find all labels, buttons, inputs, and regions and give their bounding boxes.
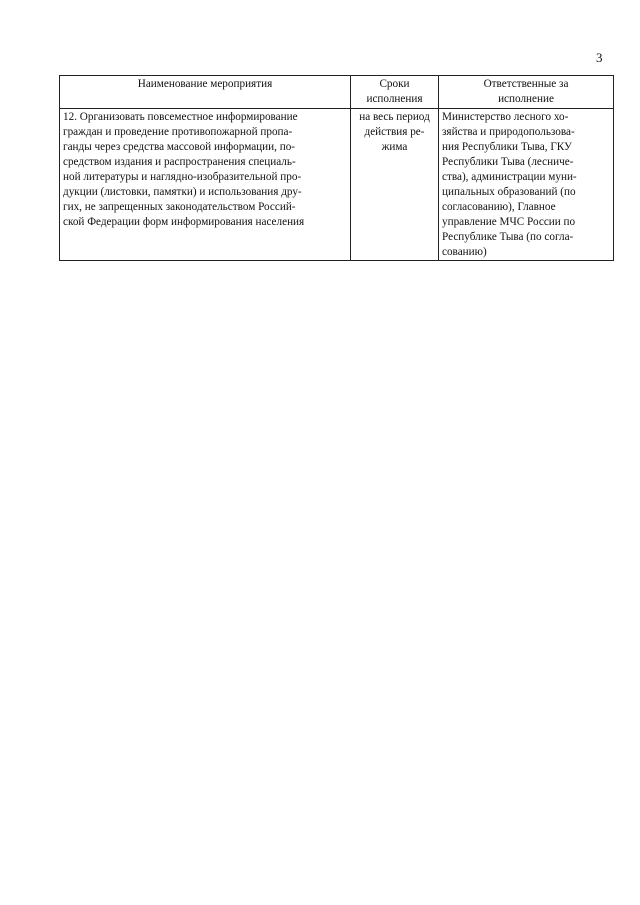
text-line: действия ре- (364, 126, 425, 138)
header-line: Ответственные за (483, 78, 569, 90)
text-line: управление МЧС России по (442, 216, 576, 228)
responsible-cell (439, 109, 614, 261)
text-line: ской Федерации форм информирования населения (63, 216, 305, 228)
text-line: жима (381, 141, 408, 153)
text-line: зяйства и природопользова- (442, 126, 575, 138)
text-line: Министерство лесного хо- (442, 111, 569, 123)
header-line: Наименование мероприятия (137, 78, 273, 90)
header-line: исполнение (498, 93, 554, 105)
header-event-name (60, 76, 351, 109)
text-line: согласованию), Главное (442, 201, 556, 213)
page-number: 3 (596, 50, 603, 65)
event-name-cell (60, 109, 351, 261)
text-line: 12. Организовать повсеместное информирование (63, 111, 298, 123)
text-line: ния Республики Тыва, ГКУ (442, 141, 572, 153)
text-line: дукции (листовки, памятки) и использования дру- (63, 186, 302, 198)
text-line: гих, не запрещенных законодательством Россий- (63, 201, 296, 213)
header-responsible (439, 76, 614, 109)
text-line: ной литературы и наглядно-изобразительной про- (63, 171, 302, 183)
header-line: исполнения (366, 93, 423, 105)
table-row (60, 109, 614, 261)
text-line: средством издания и распространения специаль- (63, 156, 296, 168)
text-line: Республики Тыва (лесниче- (442, 156, 574, 168)
table-header (60, 76, 614, 109)
text-line: ства), администрации муни- (442, 171, 577, 183)
text-line: ципальных образований (по (442, 186, 576, 198)
text-line: сованию) (442, 246, 487, 258)
events-table (59, 75, 614, 261)
text-line: на весь период (359, 111, 430, 123)
deadline-cell (351, 109, 439, 261)
header-row (60, 76, 614, 109)
text-line: Республике Тыва (по согла- (442, 231, 574, 243)
header-line: Сроки (379, 78, 410, 90)
text-line: граждан и проведение противопожарной пропа- (63, 126, 293, 138)
text-line: ганды через средства массовой информации, по- (63, 141, 296, 153)
header-deadline (351, 76, 439, 109)
